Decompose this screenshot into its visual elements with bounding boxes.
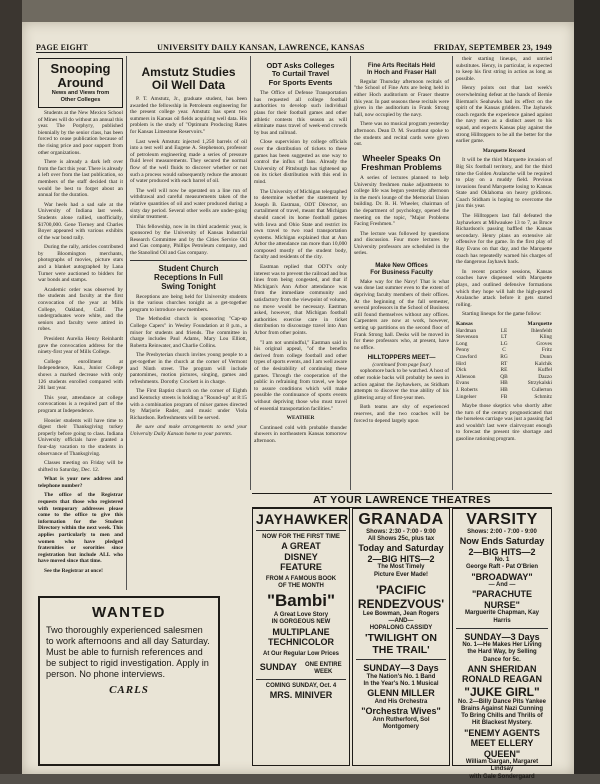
lineup-cell-right: Kling bbox=[539, 334, 552, 341]
article-paragraph: The First Baptist church on the corner of Eighth and Kentucky streets is holding a "Round-up" at 8:15 with a combination program of mixer games directed by Marjorie Rader, and music under Viola Richardson. Refreshments will be served. bbox=[130, 388, 247, 421]
lineup-cell-right: Groves bbox=[536, 340, 552, 347]
hilltoppers-headline: HILLTOPPERS MEET— bbox=[367, 354, 436, 362]
varsity-line: No. 2—Billy Dance Pits Yankee Brains Against Nazi Cunning bbox=[458, 698, 546, 713]
lineup-cell-right: Dunn bbox=[540, 353, 552, 360]
wheeler-headline-2: Freshman Problems bbox=[361, 162, 442, 173]
business-headline-1: Make New Offices bbox=[375, 262, 428, 270]
jayhawker-sunday-row bbox=[256, 662, 346, 676]
column-rule bbox=[126, 56, 127, 590]
snooping-tagline1: News and Views from bbox=[51, 90, 110, 96]
article-paragraph: The University of Michigan telegraphed to determine whether the statement by Joseph B. Eastman, ODT Director, on curtailment of travel, meant that Michigan should cancel its home football games with Iowa and Ohio State and restrict its own travel to two road transportation systems. Michigan explained that at Ann Arbor the attendance ran more than 10,000 composed mostly of the student body, faculty and residents of the city. bbox=[254, 188, 347, 261]
granada-line: GLENN MILLER bbox=[367, 688, 435, 699]
issue-date: FRIDAY, SEPTEMBER 23, 1949 bbox=[433, 43, 552, 52]
lineup-cell-pos: LE bbox=[500, 327, 508, 334]
varsity-line: Marguerite Chapman, Kay Harris bbox=[464, 610, 540, 624]
jayhawker-line: A GREAT bbox=[281, 541, 321, 552]
varsity-line: Shows: 2:00 - 7:00 - 9:00 bbox=[467, 529, 537, 535]
varsity-line: Dance for 5c. bbox=[483, 656, 521, 663]
lineup-cell-left: Hardman bbox=[456, 327, 477, 334]
article-paragraph: Hoosier students will have time to digest their Thanksgiving turkey properly before going to class. Indiana University officials have granted a four-day vacation to the students in observance of Thanksgiving. bbox=[38, 417, 123, 457]
jayhawker-line: NOW FOR THE FIRST TIME bbox=[262, 534, 340, 540]
lineup-cell-right: Schmitz bbox=[534, 393, 552, 400]
ad-divider bbox=[456, 628, 548, 629]
lineup-header bbox=[456, 321, 552, 328]
lineup-cell-pos: QB bbox=[500, 373, 508, 380]
theatres-header: AT YOUR LAWRENCE THEATRES bbox=[252, 493, 552, 508]
varsity-film-4a: "ENEMY AGENTS bbox=[464, 727, 540, 738]
column-rule bbox=[452, 56, 453, 490]
granada-ad bbox=[352, 508, 450, 766]
varsity-line: No. 1—He Makes Her Living bbox=[462, 642, 542, 649]
lineup-cell-pos: LG bbox=[500, 340, 508, 347]
ad-divider bbox=[256, 679, 346, 680]
article-paragraph: A series of lectures planned to help University freshmen make adjustments to college life was begun yesterday afternoon in the men's lounge of the Memorial Union building. Dr. R. H. Wheeler, chairman of the department of psychology, opened the meeting on the topic, "Major Problems Facing Freshmen." bbox=[354, 174, 449, 228]
varsity-line: the Hard Way, by Selling bbox=[467, 649, 537, 656]
lineup-cell-pos: HB bbox=[500, 386, 508, 393]
article-paragraph: The lecture was followed by questions and discussion. Four more lectures by University professors are scheduled in the series. bbox=[354, 230, 449, 257]
article-paragraph: Both teams are shy of experienced reserves, and the two coaches will be forced to depend largely upon bbox=[354, 404, 449, 424]
granada-line: The Nation's No. 1 Band bbox=[366, 673, 436, 680]
lineup-cell-pos: RT bbox=[500, 360, 508, 367]
lineup-row bbox=[456, 347, 552, 354]
granada-line: In the Year's No. 1 Musical bbox=[363, 681, 439, 688]
varsity-ad bbox=[452, 508, 552, 780]
lineup-cell-pos: FB bbox=[500, 393, 508, 400]
article-paragraph: sophomore back to be watched. A host of other rookie backs will probably be seen in action against the Jayhawkers, as Stidham attempts to discover the true ability of his glittering array of first-year men. bbox=[354, 368, 449, 401]
article-paragraph: Make way for the Navy! That is what was done last summer even to the extent of depriving faculty members of their offices. At the beginning of the fall semester, several professors in the School of Business still found themselves without any offices. Carpenters are now at work, however, setting up partitions on the second floor of Frank Strong hall. Desks will be moved in for these professors who, at present, have no office. bbox=[354, 278, 449, 351]
granada-line: 2—BIG HITS—2 bbox=[367, 553, 435, 564]
article-paragraph: The Hilltoppers last fall defeated the Jayhawkers at Milwaukee 13 to 7, as Bruce Richardson's passing baffled the Kansas secondary. Henry plans an extensive air offensive for the game. In the first play of Ray Evans on that day, and the Marquette coach has repeatedly warned his charges of the dangerous Jayhawk back. bbox=[456, 213, 552, 266]
business-headline-2: For Business Faculty bbox=[370, 269, 433, 277]
article-paragraph: See the Registrar at once! bbox=[44, 568, 103, 574]
jayhawker-line: FEATURE bbox=[280, 562, 322, 573]
granada-line: Lee Bowman, Jean Rogers bbox=[362, 610, 440, 617]
granada-line: Picture Ever Made! bbox=[373, 571, 429, 578]
article-paragraph: The office of the Registrar requests that those who registered with temporary addresses please come to the office to give this information for the Student Directory within the next week. This applies particularly to men and women who have pledged fraternities or sororities since registration but include ALL who have moved since that time. bbox=[38, 492, 123, 565]
amstutz-headline-2: Oil Well Data bbox=[151, 78, 226, 92]
lineup-cell-pos: RG bbox=[500, 353, 508, 360]
jayhawker-line: At Our Regular Low Prices bbox=[262, 650, 340, 657]
article-paragraph: President Aurelia Henry Reinhardt gave the convocation address for the ninety-first year of Mills College. bbox=[38, 336, 123, 356]
varsity-line: SUNDAY—3 Days bbox=[464, 631, 540, 642]
varsity-line: 2—BIG HITS—2 bbox=[468, 546, 536, 557]
varsity-film-4b: MEET ELLERY bbox=[470, 738, 534, 749]
granada-line: —AND— bbox=[388, 618, 414, 625]
article-paragraph: Close supervision by college officials over the distribution of tickets to these games has been suggested as one way to control the influx of fans. Already the University of Pittsburgh has tightened up on its ticket distribution with this end in mind. bbox=[254, 139, 347, 185]
ad-divider bbox=[256, 530, 346, 531]
lineup-team-kansas: Kansas bbox=[456, 320, 473, 327]
lineup-cell-left: Dick bbox=[456, 367, 467, 374]
jayhawker-line: COMING SUNDAY, Oct. 4 bbox=[265, 683, 337, 690]
jayhawker-line: DISNEY bbox=[284, 551, 318, 562]
article-paragraph: In recent practice sessions, Kansas coaches have dispensed with Marquette plays, and outlined defensive formations which they hope will halt the high-geared Avalanche attack before it gets started rolling. bbox=[456, 268, 552, 308]
varsity-film-4c: QUEEN" bbox=[483, 748, 521, 759]
article-paragraph: There is already a dark left over from the fact this year. There is already a left over from the last publication, so members of the staff decided that it would be best to forget about an annual for the duration. bbox=[38, 159, 123, 199]
article-paragraph: During the rally, articles contributed by Bloomington merchants, photographs of movies, picture stars and a blanket autographed by Lana Turner were auctioned to bidders for war bonds and stamps. bbox=[38, 244, 123, 284]
lineup-cell-left: Long bbox=[456, 340, 468, 347]
lineup-cell-left: Stevenson bbox=[456, 334, 479, 341]
granada-line: Shows: 2:30 - 7:00 - 9:00 bbox=[366, 529, 436, 535]
varsity-line: George Raft - Pat O'Brien bbox=[465, 564, 539, 571]
varsity-film-3: "JUKE GIRL" bbox=[464, 684, 540, 699]
lineup-row bbox=[456, 387, 552, 394]
lineup-row bbox=[456, 328, 552, 335]
lineup-cell-pos: HB bbox=[500, 380, 508, 387]
marquette-record-subhead: Marquette Record bbox=[482, 147, 526, 154]
sports-column bbox=[456, 56, 552, 490]
granada-film-1b: RENDEZVOUS' bbox=[357, 596, 445, 611]
lineup-table bbox=[456, 328, 552, 401]
lineup-cell-right: Ihlenfeldt bbox=[531, 327, 552, 334]
lineup-row bbox=[456, 380, 552, 387]
carls-logo: CARLS bbox=[109, 684, 149, 696]
article-paragraph: Henry points out that last week's overwhelming defeat at the hands of Bernie Bierman's Seahawks had its effect on the spirit of the Kansas gridders. The Jayhawk coach regards the experience gained against the navy men as a distinct asset to his squad, and expects Kansas play against the strong Hilltoppers to be all the better for the earlier game. bbox=[456, 85, 552, 145]
jayhawker-line: IN GORGEOUS NEW bbox=[271, 619, 331, 626]
receptions-headline-3: Swing Tonight bbox=[161, 281, 216, 291]
article-divider bbox=[130, 260, 247, 261]
lineup-cell-pos: LT bbox=[500, 334, 508, 341]
granada-line: SUNDAY—3 Days bbox=[363, 663, 439, 674]
snooping-tagline2: Other Colleges bbox=[60, 97, 101, 103]
granada-film-3: "Orchestra Wives" bbox=[361, 706, 441, 717]
weather-text: Continued cold with probable thunder showers in northeastern Kansas tomorrow afternoon. bbox=[254, 424, 347, 444]
amstutz-headline-1: Amstutz Studies bbox=[141, 65, 236, 79]
jayhawker-name: JAYHAWKER bbox=[256, 511, 349, 527]
column-rule bbox=[350, 56, 351, 490]
jayhawker-film-title: "Bambi" bbox=[266, 591, 336, 611]
jayhawker-line: OF THE MONTH bbox=[278, 582, 324, 589]
varsity-line: Hit Blackest Mystery. bbox=[472, 720, 532, 727]
jayhawker-line: TECHNICOLOR bbox=[268, 637, 334, 648]
granada-line: Today and Saturday bbox=[358, 543, 444, 554]
granada-line: All Shows 25c, plus tax bbox=[367, 536, 435, 543]
receptions-headline-1: Student Church bbox=[158, 263, 219, 273]
lineup-cell-left: Lingelser bbox=[456, 393, 477, 400]
snooping-logo-line2: Around bbox=[57, 75, 104, 90]
weather-title: WEATHER bbox=[286, 415, 315, 422]
article-paragraph: War heels had a sad sale at the University of Indiana last week. Students alone rallied, unofficially, $1700,000. Gene Tierney and Charles Boyer appeared with various exhibits of the war bond rally. bbox=[38, 201, 123, 241]
paper-name: UNIVERSITY DAILY KANSAN, LAWRENCE, KANSAS bbox=[157, 43, 365, 52]
article-paragraph: Receptions are being held for University students in the various churches tonight as a get-together program to introduce new members. bbox=[130, 293, 247, 313]
varsity-film-1: "BROADWAY" bbox=[471, 571, 533, 582]
lineup-team-marquette: Marquette bbox=[527, 320, 552, 327]
jayhawker-line: A Great Love Story bbox=[273, 612, 329, 619]
granada-line: HOPALONG CASSIDY bbox=[369, 625, 433, 632]
snooping-logo-line1: Snooping bbox=[50, 61, 111, 76]
jayhawker-line: MULTIPLANE bbox=[272, 626, 330, 637]
amstutz-column bbox=[130, 56, 247, 590]
article-paragraph: Eastman replied that ODT's only interest was to prevent the railroad and bus lines from being congested, and that if Michigan's Ann Arbor attendance was from the immediate community and satisfactory from the viewpoint of volume, no move would be necessary. Eastman asked, however, that Michigan football authorities exercise care in ticket distribution to discourage travel into Ann Arbor from other points. bbox=[254, 264, 347, 336]
odt-headline-2: To Curtail Travel bbox=[271, 69, 330, 79]
article-paragraph: Regular Thursday afternoon recitals of "the School of Fine Arts are being held in either Hoch auditorium or Fraser theatre this year. In past seasons these recitals were given in the auditorium in Frank Strong hall, now occupied by the navy. bbox=[354, 78, 449, 118]
receptions-headline-2: Receptions In Full bbox=[154, 272, 223, 282]
lineup-cell-pos: C bbox=[502, 347, 506, 354]
article-paragraph: What is your new address and telephone number? bbox=[38, 476, 123, 489]
article-paragraph: It will be the third Marquette invasion of Big Six football territory, and for the third time the Golden Avalanche will be required to play on a muddy field. Previous invasions found Marquette losing to Kansas State and Oklahoma on heavy gridirons. Coach Stidham is hoping to overcome the jinx this year. bbox=[456, 157, 552, 210]
granada-line: And His Orchestra bbox=[374, 698, 428, 705]
scan-edge-left bbox=[0, 0, 22, 784]
article-paragraph: P. T. Amstutz, Jr., graduate student, has been awarded the fellowship in Petroleum engineering for the present college year. Amstutz has spent two summers in Kansas oil fields acquiring well data. His problem is the study of "Optimum Producing Rates for Kansas Limestone Reservoirs." bbox=[130, 96, 247, 135]
lineup-cell-right: Cullerton bbox=[531, 386, 552, 393]
lineup-row bbox=[456, 354, 552, 361]
wanted-ad bbox=[38, 596, 220, 766]
lineup-row bbox=[456, 374, 552, 381]
lineup-cell-right: Fritz bbox=[541, 347, 552, 354]
varsity-line: ANN SHERIDAN bbox=[467, 663, 537, 674]
varsity-line: To Bring Chills and Thrills of bbox=[461, 713, 543, 720]
article-paragraph: The Methodist church is sponsoring "Cap-up College Capers" in Wesley Foundation at 8 p.m., a mixer for students and friends. The committee in charge includes Paul Adams, Mary Lou Elliott, Roberta Reinwater, and Charlie Collins. bbox=[130, 316, 247, 349]
lineup-cell-left: Allenson bbox=[456, 373, 476, 380]
odt-headline-3: For Sports Events bbox=[268, 77, 333, 87]
article-paragraph: their starting lineups, and untried substitutes. Henry, in particular, is expected to keep his first string in action as long as possible. bbox=[456, 56, 552, 82]
varsity-line: William Gargan, Margaret Lindsay bbox=[465, 759, 539, 773]
article-paragraph: Starting lineups for the game follow: bbox=[462, 311, 542, 318]
article-paragraph: Academic order was observed by the students and faculty at the first convocation of the year at Mills College, Oakland, Calif. The undergraduates wore white, and the seniors and faculty were attired in robes. bbox=[38, 286, 123, 333]
granada-line: Ann Rutherford, Sol Montgomery bbox=[372, 716, 430, 730]
odt-headline-1: ODT Asks Colleges bbox=[266, 61, 335, 70]
folio-line bbox=[36, 40, 552, 53]
lineup-cell-right: Kalchik bbox=[534, 360, 552, 367]
article-paragraph: Students at the New Mexico School of Mines will do without an annual this year. The Porphyry, published biennially by the senior class, has been forced to cease publication because of the rising price and poor support from other organizations. bbox=[38, 110, 123, 156]
odt-column bbox=[254, 56, 347, 490]
article-paragraph: Be sure and make arrangements to send your University Daily Kansan home to your parents. bbox=[130, 424, 247, 437]
varsity-line: with Gale Sondergaard bbox=[469, 773, 535, 780]
article-paragraph: The Presbyterian church invites young people to a get-together in the church at the corner of Vermont and Ninth street. The program will include pantomimes, motion pictures, singing, games and refreshments. Dorothy Crockett is in charge. bbox=[130, 352, 247, 385]
recitals-headline-1: Fine Arts Recitals Held bbox=[367, 62, 436, 69]
article-paragraph: This year, attendance at college convocations is a required part of the program at Independence. bbox=[38, 394, 123, 414]
hilltoppers-jump-line: (continued from page four) bbox=[372, 361, 431, 368]
wanted-title: WANTED bbox=[92, 604, 166, 621]
article-paragraph: The well will now be operated on a line run of withdrawal and careful measurements taken of the relative quantities of oil and water produced during a sixty day period. Several other wells are under-going similar treatment. bbox=[130, 187, 247, 221]
jayhawker-line: ONE ENTIRE WEEK bbox=[304, 661, 342, 675]
lineup-row bbox=[456, 334, 552, 341]
jayhawker-line: FROM A FAMOUS BOOK bbox=[265, 575, 337, 582]
scan-edge-right bbox=[574, 0, 600, 784]
granada-film-2b: THE TRAIL' bbox=[372, 644, 430, 657]
lineup-cell-right: Dazzo bbox=[538, 373, 552, 380]
varsity-line: Now Ends Saturday bbox=[459, 536, 545, 547]
lineup-cell-left: J. Roberts bbox=[456, 386, 478, 393]
article-paragraph: There was no musical program yesterday afternoon. Dean D. M. Swarthout spoke to the students and recital cards were given out. bbox=[354, 121, 449, 148]
lineup-cell-pos: RE bbox=[500, 367, 508, 374]
article-paragraph: College enrollment at Independence, Kan., Junior College shows a marked decrease with only 126 students enrolled compared with 281 last year. bbox=[38, 358, 123, 392]
lineup-cell-left: Hird bbox=[456, 360, 466, 367]
jayhawker-line: SUNDAY bbox=[259, 661, 297, 672]
lineup-cell-left: Evans bbox=[456, 380, 470, 387]
lineup-row bbox=[456, 394, 552, 401]
wheeler-headline-1: Wheeler Speaks On bbox=[362, 152, 441, 163]
varsity-line: — And — bbox=[488, 582, 516, 589]
wanted-body: Two thoroughly experienced salesmen to work afternoons and all day Saturday. Must be able to furnish references and be subject to rigid investigation. Apply in person. No phone interviews. bbox=[46, 625, 210, 679]
ad-divider bbox=[356, 659, 446, 660]
snooping-logo bbox=[38, 58, 123, 108]
lineup-cell-right: Kuffel bbox=[538, 367, 552, 374]
article-paragraph: Classes meeting on Friday will be shifted to Saturday, Dec. 12. bbox=[38, 460, 123, 473]
column-rule bbox=[250, 56, 251, 490]
lineup-row bbox=[456, 367, 552, 374]
jayhawker-ad bbox=[252, 508, 350, 766]
article-paragraph: Last week Amstutz injected 1,250 barrels of oil into a test well and Eugene A. Stephenson, professor of petroleum engineering made a series of pressure fluid level measurements. They secured the normal flow of the well fluids to discover whether or not such a process would subsequently reduce the amount of water produced with each barrel of oil. bbox=[130, 138, 247, 185]
snooping-around-column bbox=[38, 56, 123, 590]
article-paragraph: "I am not unmindful," Eastman said in his original appeal, "of the benefits derived from college football and other types of sports events, and I am well aware of the desirability of continuing these games. Through the cooperation of the public in refraining from travel, we hope to assure conditions which will make possible the continuance of sports events without depriving those who must travel of essential transportation facilities." bbox=[254, 339, 347, 412]
article-paragraph: The Office of Defense Transportation has requested all college football authorities to develop such individual plans for their football games and other athletic contests this season as will eliminate mass travel of week-end crowds by bus and railroad. bbox=[254, 90, 347, 136]
recitals-headline-2: In Hoch and Fraser Hall bbox=[366, 69, 437, 77]
varsity-film-2: "PARACHUTE NURSE" bbox=[471, 589, 533, 610]
news-column-4 bbox=[354, 56, 449, 490]
lineup-cell-left: Penny bbox=[456, 347, 470, 354]
varsity-name: VARSITY bbox=[466, 511, 538, 528]
granada-name: GRANADA bbox=[358, 511, 444, 528]
lineup-cell-right: Strzykalski bbox=[527, 380, 552, 387]
lineup-cell-left: Crawford bbox=[456, 353, 477, 360]
article-paragraph: This fellowship, now in its third academic year, is sponsored by the University of Kansas Industrial Research Committee and by the Cities Service Oil and Gas company, Phillips Petroleum company, and the Stanolind Oil and Gas company. bbox=[130, 223, 247, 257]
lineup-row bbox=[456, 341, 552, 348]
granada-line: The Most Timely bbox=[377, 564, 425, 571]
granada-film-2: 'TWILIGHT ON bbox=[365, 632, 437, 645]
varsity-line: No. 1 bbox=[494, 557, 510, 564]
page-number: PAGE EIGHT bbox=[36, 43, 88, 52]
article-paragraph: Maybe those skeptics who shortly after the turn of the century prognosticated that the horseless carriage was just a passing fad and wouldn't last were clairvoyant enough to forecast the present tire shortage and gasoline rationing program. bbox=[456, 403, 552, 443]
granada-film-1: 'PACIFIC bbox=[376, 582, 426, 597]
varsity-line: RONALD REAGAN bbox=[462, 674, 542, 685]
jayhawker-line: MRS. MINIVER bbox=[269, 690, 333, 701]
